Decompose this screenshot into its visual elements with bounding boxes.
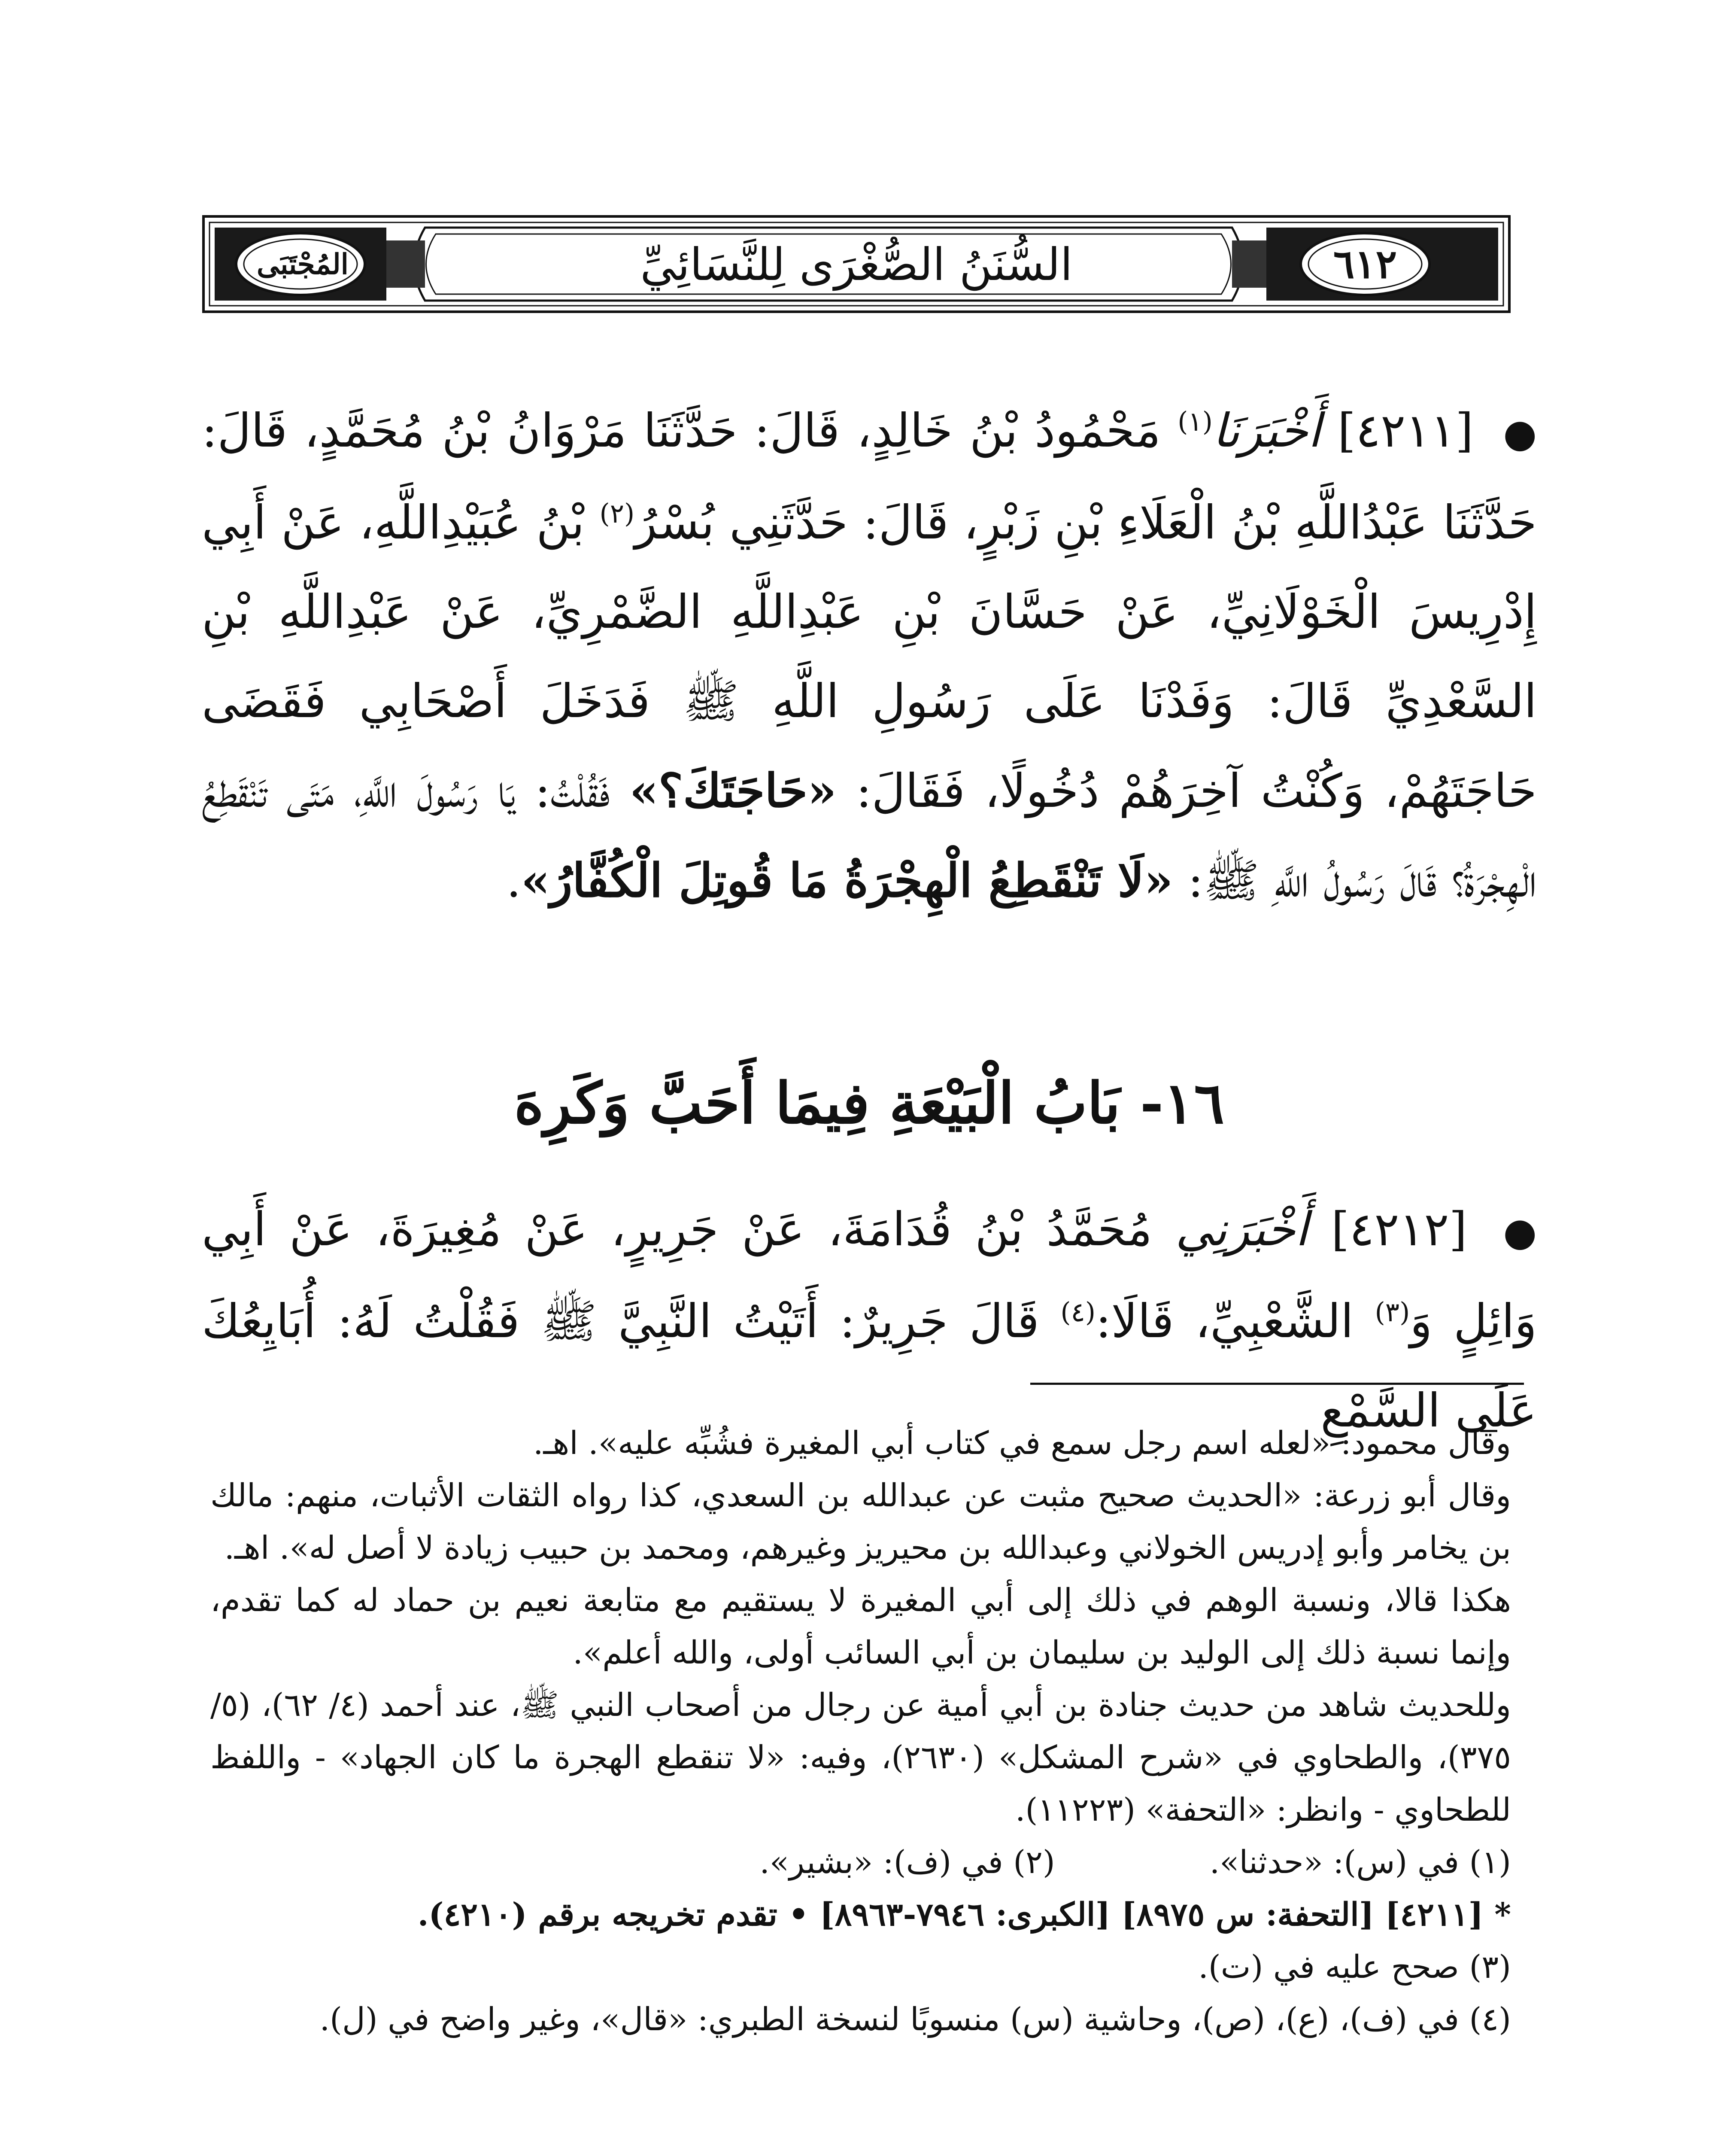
hadith-number: [٤٢١٢] xyxy=(1331,1203,1467,1256)
hadith-4211 xyxy=(202,386,1537,926)
hadith-text: الشَّعْبِيِّ، قَالَا: xyxy=(1096,1295,1354,1348)
bullet-icon: ● xyxy=(1503,411,1537,456)
footnote-4: (٤) في (ف)، (ع)، (ص)، وحاشية (س) منسوبًا لنسخة الطبري: «قال»، وغير واضح في (ل). xyxy=(319,2001,1511,2038)
book-emblem: المُجْتَبَى xyxy=(256,247,349,281)
footnote-paragraph: هكذا قالا، ونسبة الوهم في ذلك إلى أبي المغيرة لا يستقيم مع متابعة نعيم بن حماد له كما تقدم، وإنما نسبة ذلك إلى الوليد بن سليمان بن أبي السائب أولى، والله أعلم». xyxy=(210,1582,1511,1671)
running-title: السُّنَنُ الصُّغْرَى لِلنَّسَائِيِّ xyxy=(640,238,1073,291)
footnote-2: (٢) في (ف): «بشير». xyxy=(759,1844,1055,1881)
hadith-text: قَالَ جَرِيرٌ: أَتَيْتُ النَّبِيَّ ﷺ فَقُلْتُ لَهُ: أُبَايِعُكَ عَلَى السَّمْعِ xyxy=(202,1295,1537,1438)
footnote-3: (٣) صحح عليه في (ت). xyxy=(1198,1949,1511,1986)
hadith-text: مُحَمَّدُ بْنُ قُدَامَةَ، عَنْ جَرِيرٍ، عَنْ مُغِيرَةَ، عَنْ أَبِي وَائِلٍ وَ xyxy=(202,1203,1537,1348)
footnote-row xyxy=(210,1836,1511,1889)
footnote-ref-3: (٣) xyxy=(1375,1296,1410,1328)
footnote-paragraph: وقال محمود: «لعله اسم رجل سمع في كتاب أبي المغيرة فشُبِّه عليه». اهـ. xyxy=(533,1425,1511,1462)
chapter-heading: ١٦- بَابُ الْبَيْعَةِ فِيمَا أَحَبَّ وَكَرِهَ xyxy=(514,1070,1225,1137)
hadith-text: فَقُلْتُ: يَا رَسُولَ اللَّهِ، مَتَى تَنْقَطِعُ الْهِجْرَةُ؟ قَالَ رَسُولُ اللَّهِ ﷺ: xyxy=(202,764,1537,908)
bullet-icon: ● xyxy=(1503,1210,1537,1255)
prophetic-quote: «حَاجَتَكَ؟» xyxy=(629,764,837,818)
hadith-opening: أَخْبَرَنِي xyxy=(1175,1203,1308,1256)
footnote-divider xyxy=(1030,1383,1524,1385)
hadith-opening: أَخْبَرَنَا xyxy=(1212,404,1321,458)
footnote-1: (١) في (س): «حدثنا». xyxy=(1209,1844,1511,1881)
footnote-paragraph: وقال أبو زرعة: «الحديث صحيح مثبت عن عبدالله بن السعدي، كذا رواه الثقات الأثبات، منهم: مالك بن يخامر وأبو إدريس الخولاني وعبدالله بن محيريز وغيرهم، ومحمد بن حبيب زيادة لا أصل له». اهـ. xyxy=(210,1477,1511,1566)
footnotes xyxy=(210,1417,1511,2046)
hadith-text: مَحْمُودُ بْنُ خَالِدٍ، قَالَ: حَدَّثَنَا مَرْوَانُ بْنُ مُحَمَّدٍ، قَالَ: حَدَّثَنَا عَبْدُاللَّهِ بْنُ الْعَلَاءِ بْنِ زَبْرٍ، قَالَ: حَدَّثَنِي بُسْرُ xyxy=(202,404,1537,550)
hadith-number: [٤٢١١] xyxy=(1337,404,1474,458)
footnote-paragraph: وللحديث شاهد من حديث جنادة بن أبي أمية عن رجال من أصحاب النبي ﷺ، عند أحمد (٤/ ٦٢)، (٥/ ٣٧٥)، والطحاوي في «شرح المشكل» (٢٦٣٠)، وفيه: «لا تنقطع الهجرة ما كان الجهاد» - واللفظ للطحاوي - وانظر: «التحفة» (١١٢٢٣). xyxy=(210,1687,1511,1828)
hadith-end: . xyxy=(506,854,521,908)
takhrij-line: * [٤٢١١] [التحفة: س ٨٩٧٥] [الكبرى: ٧٩٤٦-٨٩٦٣] • تقدم تخريجه برقم (٤٢١٠). xyxy=(417,1896,1511,1933)
footnote-ref-2: (٢) xyxy=(599,498,635,529)
prophetic-quote: «لَا تَنْقَطِعُ الْهِجْرَةُ مَا قُوتِلَ الْكُفَّارُ» xyxy=(521,854,1173,908)
page-header xyxy=(202,215,1511,313)
page-number: ٦١٢ xyxy=(1333,241,1397,287)
footnote-ref-4: (٤) xyxy=(1060,1296,1096,1328)
hadith-4212 xyxy=(202,1185,1537,1456)
hadith-text: بْنُ عُبَيْدِاللَّهِ، عَنْ أَبِي إِدْرِيسَ الْخَوْلَانِيِّ، عَنْ حَسَّانَ بْنِ عَبْدِاللَّهِ الضَّمْرِيِّ، عَنْ عَبْدِاللَّهِ بْنِ السَّعْدِيِّ قَالَ: وَفَدْنَا عَلَى رَسُولِ اللَّهِ ﷺ فَدَخَلَ أَصْحَابِي فَقَضَى حَاجَتَهُمْ، وَكُنْتُ آخِرَهُمْ دُخُولًا، فَقَالَ: xyxy=(202,496,1537,818)
footnote-ref-1: (١) xyxy=(1178,406,1213,437)
